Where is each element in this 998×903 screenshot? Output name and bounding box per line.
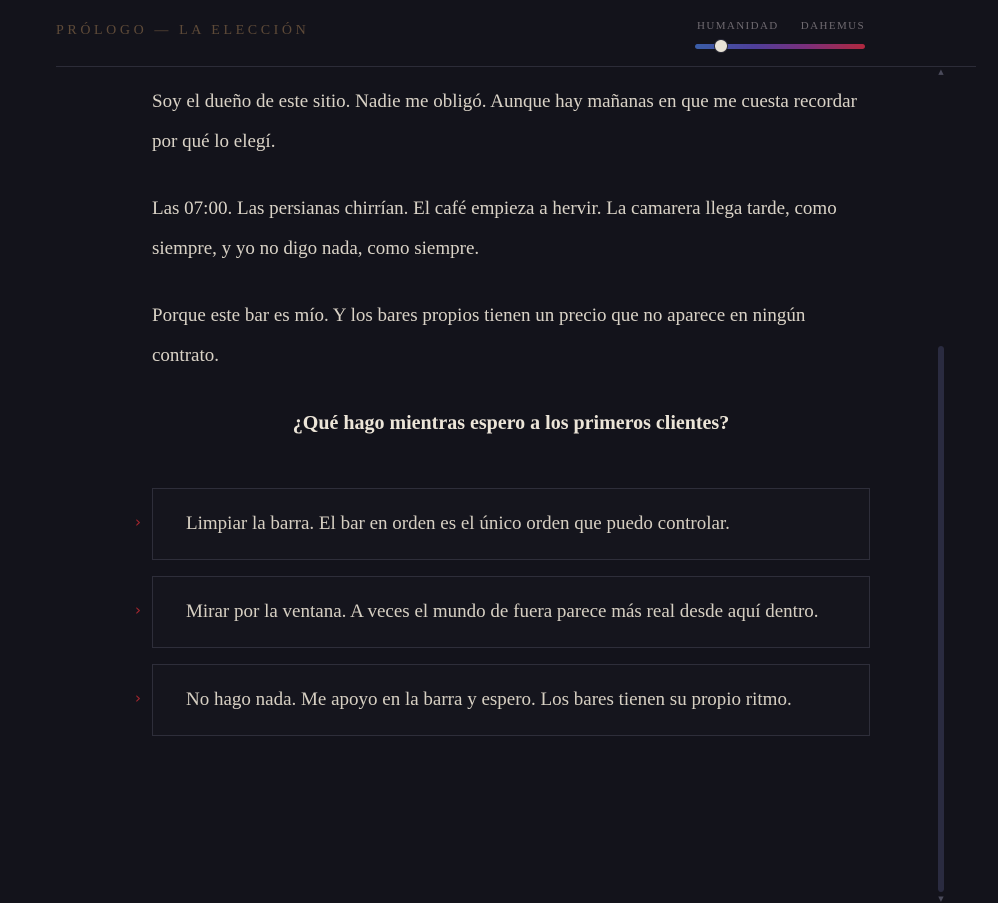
scrollbar-thumb[interactable]: [938, 346, 944, 892]
story-paragraph: Soy el dueño de este sitio. Nadie me obligó. Aunque hay mañanas en que me cuesta recordar por qué lo elegí.: [152, 91, 857, 152]
alignment-meter-labels: [697, 20, 865, 32]
dahemus-label: DAHEMUS: [800, 20, 865, 32]
scroll-down-icon[interactable]: ▼: [938, 895, 944, 903]
choice-label: No hago nada. Me apoyo en la barra y espero. Los bares tienen su propio ritmo.: [186, 689, 792, 710]
story-paragraph: Las 07:00. Las persianas chirrían. El café empieza a hervir. La camarera llega tarde, como siempre, y yo no digo nada, como siempre.: [152, 198, 837, 259]
choice-option-do-nothing[interactable]: [135, 664, 870, 736]
chapter-title: PRÓLOGO — LA ELECCIÓN: [56, 23, 310, 38]
scrollbar[interactable]: [936, 68, 946, 903]
scroll-up-icon[interactable]: ▲: [938, 68, 944, 76]
choice-label: Limpiar la barra. El bar en orden es el único orden que puedo controlar.: [186, 513, 730, 534]
choice-list: [135, 488, 870, 752]
humanity-label: HUMANIDAD: [697, 20, 779, 32]
chevron-right-icon: ›: [135, 689, 141, 707]
chevron-right-icon: ›: [135, 513, 141, 531]
chevron-right-icon: ›: [135, 601, 141, 619]
choice-question: ¿Qué hago mientras espero a los primeros clientes?: [292, 412, 730, 434]
alignment-meter-knob: [715, 40, 727, 52]
choice-option-look-window[interactable]: [135, 576, 870, 648]
story-text: [152, 82, 870, 435]
choice-label: Mirar por la ventana. A veces el mundo de fuera parece más real desde aquí dentro.: [186, 601, 819, 622]
story-paragraph: Porque este bar es mío. Y los bares propios tienen un precio que no aparece en ningún contrato.: [152, 305, 806, 366]
alignment-meter: [695, 44, 865, 49]
choice-option-clean-bar[interactable]: [135, 488, 870, 560]
